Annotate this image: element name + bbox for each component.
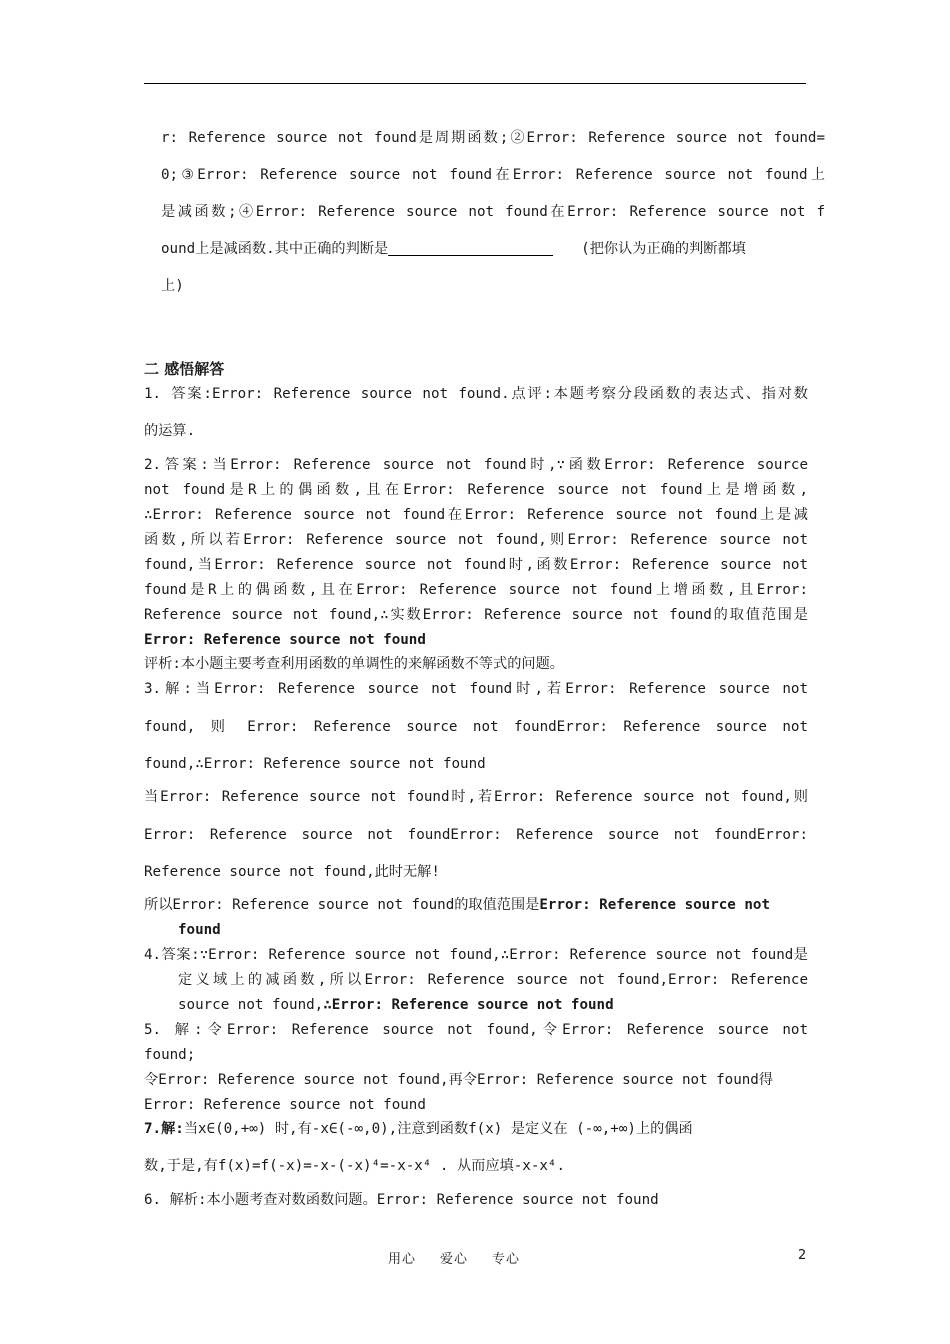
- answer-3-result-cont: found: [178, 922, 221, 938]
- header-rule: [144, 83, 806, 84]
- answer-2-line: found,当Error: Reference source not found时,函数Error: Reference source not: [144, 557, 808, 573]
- answer-4-line: 4.答案:∵Error: Reference source not found,∴Error: Reference source not found是: [144, 947, 808, 963]
- answer-2-line: ∴Error: Reference source not found在Error: Reference source not found上是减: [144, 507, 808, 523]
- page-footer: [388, 1248, 548, 1267]
- answer-2-line: found是R上的偶函数,且在Error: Reference source not found上增函数,且Error:: [144, 582, 808, 598]
- footer-word: 用心: [388, 1252, 417, 1267]
- answer-blank: [388, 241, 553, 256]
- text-line: r: Reference source not found是周期函数;②Error: Reference source not found=: [161, 130, 825, 146]
- text-line: 是减函数;④Error: Reference source not found在Error: Reference source not f: [161, 204, 825, 220]
- answer-3-line: Reference source not found,此时无解!: [144, 864, 440, 880]
- answer-3-line: Error: Reference source not foundError: Reference source not foundError:: [144, 827, 808, 843]
- footer-word: 专心: [492, 1252, 521, 1267]
- text-line: 0;③Error: Reference source not found在Error: Reference source not found上: [161, 167, 825, 183]
- section-heading: 二 感悟解答: [144, 360, 225, 378]
- answer-4-line: 定义域上的减函数,所以Error: Reference source not found,Error: Reference: [178, 972, 808, 988]
- answer-1-line: 1. 答案:Error: Reference source not found.点评:本题考察分段函数的表达式、指对数: [144, 386, 808, 402]
- text-span: ound上是减函数.其中正确的判断是: [161, 241, 389, 257]
- answer-3-line: 当Error: Reference source not found时,若Error: Reference source not found,则: [144, 789, 808, 805]
- text-line-with-blank: [161, 239, 825, 259]
- answer-2-line: not found是R上的偶函数,且在Error: Reference source not found上是增函数,: [144, 482, 808, 498]
- answer-7-line: 数,于是,有f(x)=f(-x)=-x-(-x)⁴=-x-x⁴ . 从而应填-x-x⁴.: [144, 1158, 565, 1174]
- footer-word: 爱心: [440, 1252, 469, 1267]
- answer-2-line: Reference source not found,∴实数Error: Reference source not found的取值范围是: [144, 607, 808, 623]
- text-span: (把你认为正确的判断都填: [581, 241, 746, 257]
- text-span: 所以Error: Reference source not found的取值范围是: [144, 897, 540, 913]
- text-line: 上): [161, 278, 184, 294]
- answer-5-line: Error: Reference source not found: [144, 1097, 426, 1113]
- answer-1-line: 的运算.: [144, 423, 196, 439]
- text-span: source not found,: [178, 997, 324, 1013]
- answer-5-line: 令Error: Reference source not found,再令Error: Reference source not found得: [144, 1072, 774, 1088]
- answer-2-line: 函数,所以若Error: Reference source not found,则Error: Reference source not: [144, 532, 808, 548]
- answer-2-result: Error: Reference source not found: [144, 632, 426, 648]
- answer-4-line: [178, 995, 842, 1015]
- answer-6-line: 6. 解析:本小题考查对数函数问题。Error: Reference source not found: [144, 1192, 659, 1208]
- answer-3-line: found,∴Error: Reference source not found: [144, 756, 486, 772]
- answer-7-line: [144, 1119, 808, 1139]
- answer-3-line: 3.解:当Error: Reference source not found时,若Error: Reference source not: [144, 681, 808, 697]
- answer-5-line: found;: [144, 1047, 196, 1063]
- answer-2-line: 2.答案:当Error: Reference source not found时,∵函数Error: Reference source: [144, 457, 808, 473]
- answer-2-comment: 评析:本小题主要考查利用函数的单调性的来解函数不等式的问题。: [144, 656, 564, 672]
- answer-3-range: [144, 895, 808, 915]
- page-number: 2: [798, 1248, 807, 1263]
- answer-3-result: Error: Reference source not: [539, 897, 770, 913]
- answer-3-line: found, 则 Error: Reference source not foundError: Reference source not: [144, 719, 808, 735]
- answer-7-label: 7.解:: [144, 1121, 184, 1137]
- text-span: 当x∈(0,+∞) 时,有-x∈(-∞,0),注意到函数f(x) 是定义在 (-∞,+∞)上的偶函: [183, 1121, 693, 1137]
- answer-5-line: 5. 解:令Error: Reference source not found,令Error: Reference source not: [144, 1022, 808, 1038]
- answer-4-result: ∴Error: Reference source not found: [323, 997, 614, 1013]
